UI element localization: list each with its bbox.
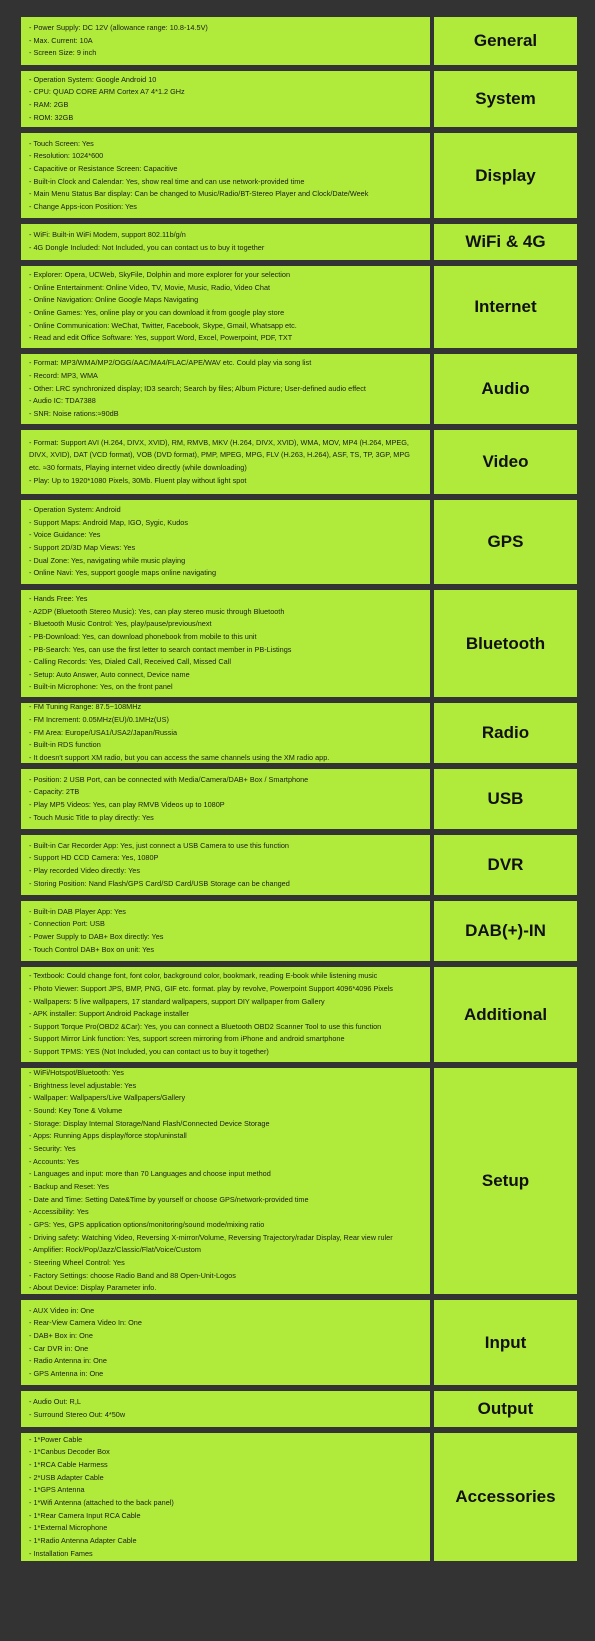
spec-row (21, 835, 577, 895)
spec-item: - Connection Port: USB (29, 919, 105, 929)
spec-item: - Capacity: 2TB (29, 787, 80, 797)
category-label: Additional (434, 967, 577, 1062)
spec-description (21, 354, 430, 424)
spec-row (21, 133, 577, 218)
spec-item: - Wallpapers: 5 live wallpapers, 17 standard wallpapers, support DIY wallpaper from Gallery (29, 996, 325, 1006)
spec-item: - Play recorded Video directly: Yes (29, 866, 141, 875)
spec-item: - Other: LRC synchronized display; ID3 search; Search by files; Album Picture; User-defined audio effect (29, 383, 366, 393)
category-label: DVR (434, 835, 577, 895)
spec-description (21, 17, 430, 65)
spec-item: - Power Supply to DAB+ Box directly: Yes (29, 932, 164, 941)
category-label: Accessories (434, 1433, 577, 1561)
spec-item: - Driving safety: Watching Video, Reversing X-mirror/Volume, Reversing Trajectory/radar Display, Rear view ruler (29, 1232, 393, 1242)
spec-item: - Capacitive or Resistance Screen: Capacitive (29, 163, 178, 173)
spec-item: - 1*Canbus Decoder Box (29, 1447, 110, 1457)
category-label: Bluetooth (434, 590, 577, 697)
spec-table (21, 17, 577, 1561)
spec-item: - Online Games: Yes, online play or you can download it from google play store (29, 308, 285, 317)
spec-description (21, 703, 430, 763)
spec-item: - Bluetooth Music Control: Yes, play/pause/previous/next (29, 619, 212, 629)
spec-item: - A2DP (Bluetooth Stereo Music): Yes, can play stereo music through Bluetooth (29, 606, 285, 616)
spec-item: - Touch Control DAB+ Box on unit: Yes (29, 944, 155, 954)
category-label: Output (434, 1391, 577, 1427)
spec-item: - Resolution: 1024*600 (29, 151, 104, 161)
spec-item: - Sound: Key Tone & Volume (29, 1106, 123, 1116)
spec-item: - Format: MP3/WMA/MP2/OGG/AAC/MA4/FLAC/APE/WAV etc. Could play via song list (29, 358, 312, 368)
spec-item: - Explorer: Opera, UCWeb, SkyFile, Dolphin and more explorer for your selection (29, 270, 291, 280)
spec-item: - Operation System: Google Android 10 (29, 74, 157, 84)
spec-description (21, 1391, 430, 1427)
spec-description (21, 769, 430, 829)
spec-item: - Date and Time: Setting Date&Time by yourself or choose GPS/network-provided time (29, 1194, 309, 1204)
spec-item: - Online Entertainment: Online Video, TV, Movie, Music, Radio, Video Chat (29, 282, 271, 292)
spec-item: - Built-in DAB Player App: Yes (29, 906, 126, 916)
spec-item: - SNR: Noise rations:≈90dB (29, 408, 119, 418)
category-label: Setup (434, 1068, 577, 1294)
spec-item: - Main Menu Status Bar display: Can be changed to Music/Radio/BT-Stereo Player and Clock/Date/Week (29, 189, 369, 199)
spec-item: - Brightness level adjustable: Yes (29, 1080, 137, 1090)
spec-description (21, 224, 430, 260)
spec-item: - Record: MP3, WMA (29, 371, 98, 381)
spec-row (21, 430, 577, 494)
spec-description (21, 500, 430, 584)
spec-item: - PB-Search: Yes, can use the first letter to search contact member in PB-Listings (29, 644, 292, 654)
category-label: System (434, 71, 577, 127)
spec-item: - AUX Video in: One (29, 1305, 95, 1315)
spec-item: - Apps: Running Apps display/force stop/uninstall (29, 1131, 187, 1141)
category-label: Video (434, 430, 577, 494)
spec-item: - Accessibility: Yes (29, 1207, 89, 1217)
spec-item: - Storage: Display Internal Storage/Nand Flash/Connected Device Storage (29, 1118, 270, 1128)
spec-item: - Backup and Reset: Yes (29, 1182, 109, 1191)
spec-row (21, 1433, 577, 1561)
spec-item: - Audio IC: TDA7388 (29, 396, 96, 406)
spec-item: - 2*USB Adapter Cable (29, 1472, 104, 1482)
spec-item: - Online Communication: WeChat, Twitter, Facebook, Skype, Gmail, Whatsapp etc. (29, 320, 297, 330)
spec-item: - Format: Support AVI (H.264, DIVX, XVID), RM, RMVB, MKV (H.264, DIVX, XVID), WMA, MOV, MP4 (H.264, MPEG, DIVX, XVID), DAT (VCD format), VOB (DVD format), PMP, MPEG, MPG, FLV (H.263, H.264), ASF, TS, TP, 3GP, MPG etc. ≈30 formats, Playing internet video directly (while downloading) (29, 437, 410, 472)
spec-item: - Security: Yes (29, 1144, 76, 1154)
spec-description (21, 266, 430, 348)
spec-item: - 1*RCA Cable Harmess (29, 1460, 108, 1470)
spec-description (21, 133, 430, 218)
spec-item: - FM Increment: 0.05MHz(EU)/0.1MHz(US) (29, 715, 169, 725)
spec-item: - Photo Viewer: Support JPS, BMP, PNG, GIF etc. format. play by revolve, Powerpoint Support 4096*4096 Pixels (29, 983, 393, 993)
spec-item: - 4G Dongle Included: Not Included, you can contact us to buy it together (29, 243, 265, 252)
spec-item: - Surround Stereo Out: 4*50w (29, 1410, 126, 1419)
spec-item: - APK installer: Support Android Package installer (29, 1009, 189, 1019)
spec-item: - Play MP5 Videos: Yes, can play RMVB Videos up to 1080P (29, 800, 225, 809)
spec-description (21, 901, 430, 961)
spec-item: - Radio Antenna in: One (29, 1356, 107, 1366)
spec-item: - Storing Position: Nand Flash/GPS Card/SD Card/USB Storage can be changed (29, 878, 290, 888)
spec-item: - Accounts: Yes (29, 1156, 79, 1166)
spec-item: - Built-in Microphone: Yes, on the front panel (29, 682, 173, 692)
spec-item: - 1*Rear Camera Input RCA Cable (29, 1510, 141, 1520)
spec-row (21, 500, 577, 584)
spec-item: - Audio Out: R,L (29, 1397, 81, 1407)
spec-item: - Dual Zone: Yes, navigating while music playing (29, 555, 186, 565)
spec-row (21, 1300, 577, 1385)
spec-item: - 1*Radio Antenna Adapter Cable (29, 1535, 137, 1545)
spec-description (21, 1068, 430, 1294)
spec-item: - Play: Up to 1920*1080 Pixels, 30Mb. Fluent play without light spot (29, 475, 247, 485)
spec-item: - Built-in RDS function (29, 740, 101, 750)
spec-row (21, 967, 577, 1062)
spec-item: - Steering Wheel Control: Yes (29, 1257, 125, 1267)
spec-row (21, 71, 577, 127)
spec-item: - PB-Download: Yes, can download phonebook from mobile to this unit (29, 631, 257, 641)
spec-row (21, 266, 577, 348)
spec-description (21, 835, 430, 895)
spec-item: - RAM: 2GB (29, 100, 69, 109)
spec-item: - It doesn't support XM radio, but you can access the same channels using the XM radio app. (29, 752, 330, 762)
spec-row (21, 1068, 577, 1294)
category-label: Radio (434, 703, 577, 763)
spec-item: - Setup: Auto Answer, Auto connect, Device name (29, 669, 190, 679)
spec-item: - 1*External Microphone (29, 1523, 108, 1533)
spec-description (21, 430, 430, 494)
spec-row (21, 1391, 577, 1427)
category-label: General (434, 17, 577, 65)
spec-item: - DAB+ Box in: One (29, 1330, 93, 1340)
category-label: WiFi & 4G (434, 224, 577, 260)
spec-item: - WiFi: Built-in WiFi Modem, support 802.11b/g/n (29, 230, 186, 240)
spec-row (21, 354, 577, 424)
spec-item: - Read and edit Office Software: Yes, support Word, Excel, Powerpoint, PDF, TXT (29, 333, 293, 343)
category-label: Internet (434, 266, 577, 348)
spec-row (21, 901, 577, 961)
category-label: Input (434, 1300, 577, 1385)
spec-item: - Support TPMS: YES (Not Included, you can contact us to buy it together) (29, 1047, 269, 1057)
spec-item: - Operation System: Android (29, 505, 121, 515)
spec-item: - Position: 2 USB Port, can be connected with Media/Camera/DAB+ Box / Smartphone (29, 774, 309, 784)
spec-description (21, 71, 430, 127)
category-label: GPS (434, 500, 577, 584)
spec-item: - Rear-View Camera Video In: One (29, 1318, 142, 1328)
spec-item: - Support 2D/3D Map Views: Yes (29, 543, 136, 552)
spec-item: - Max. Current: 10A (29, 35, 93, 45)
spec-item: - Calling Records: Yes, Dialed Call, Received Call, Missed Call (29, 657, 231, 667)
spec-item: - GPS Antenna in: One (29, 1368, 104, 1378)
spec-item: - Installation Fames (29, 1548, 93, 1558)
spec-item: - Touch Screen: Yes (29, 138, 94, 148)
spec-item: - Online Navigation: Online Google Maps Navigating (29, 295, 199, 305)
spec-description (21, 1300, 430, 1385)
spec-item: - Online Navi: Yes, support google maps online navigating (29, 568, 217, 578)
spec-item: - Wallpaper: Wallpapers/Live Wallpapers/Gallery (29, 1093, 186, 1103)
spec-item: - Screen Size: 9 inch (29, 48, 97, 58)
spec-item: - Support Maps: Android Map, IGO, Sygic, Kudos (29, 517, 188, 527)
spec-item: - 1*GPS Antenna (29, 1485, 85, 1495)
spec-item: - Support Torque Pro(OBD2 &Car): Yes, you can connect a Bluetooth OBD2 Scanner Tool to use this function (29, 1021, 382, 1031)
spec-item: - ROM: 32GB (29, 112, 74, 122)
spec-item: - About Device: Display Parameter info. (29, 1283, 157, 1293)
spec-item: - Textbook: Could change font, font color, background color, bookmark, reading E-book while listening music (29, 971, 378, 981)
spec-description (21, 967, 430, 1062)
spec-item: - Change Apps-icon Position: Yes (29, 201, 137, 211)
spec-item: - Languages and input: more than 70 Languages and choose input method (29, 1169, 271, 1179)
spec-item: - Car DVR in: One (29, 1343, 89, 1353)
spec-item: - CPU: QUAD CORE ARM Cortex A7 4*1.2 GHz (29, 87, 185, 97)
spec-item: - Support Mirror Link function: Yes, support screen mirroring from iPhone and android smartphone (29, 1034, 345, 1044)
spec-item: - 1*Power Cable (29, 1434, 83, 1444)
spec-item: - Voice Guidance: Yes (29, 530, 101, 540)
spec-item: - WiFi/Hotspot/Bluetooth: Yes (29, 1068, 124, 1078)
spec-item: - 1*Wifi Antenna (attached to the back panel) (29, 1498, 174, 1507)
spec-item: - Factory Settings: choose Radio Band and 88 Open-Unit-Logos (29, 1270, 236, 1280)
spec-row (21, 769, 577, 829)
spec-row (21, 17, 577, 65)
spec-item: - FM Area: Europe/USA1/USA2/Japan/Russia (29, 727, 178, 737)
spec-item: - Power Supply: DC 12V (allowance range: 10.8-14.5V) (29, 23, 208, 33)
spec-item: - Touch Music Title to play directly: Yes (29, 812, 154, 822)
category-label: USB (434, 769, 577, 829)
spec-item: - Built-in Clock and Calendar: Yes, show real time and can use network-provided time (29, 176, 305, 186)
category-label: Audio (434, 354, 577, 424)
spec-description (21, 590, 430, 697)
spec-item: - GPS: Yes, GPS application options/monitoring/sound mode/mixing ratio (29, 1219, 265, 1229)
spec-row (21, 590, 577, 697)
spec-item: - FM Tuning Range: 87.5~108MHz (29, 702, 142, 712)
category-label: DAB(+)-IN (434, 901, 577, 961)
spec-item: - Built-in Car Recorder App: Yes, just connect a USB Camera to use this function (29, 840, 289, 850)
spec-item: - Support HD CCD Camera: Yes, 1080P (29, 853, 159, 863)
category-label: Display (434, 133, 577, 218)
spec-row (21, 703, 577, 763)
spec-row (21, 224, 577, 260)
spec-description (21, 1433, 430, 1561)
spec-item: - Hands Free: Yes (29, 593, 88, 603)
spec-item: - Amplifier: Rock/Pop/Jazz/Classic/Flat/Voice/Custom (29, 1245, 201, 1255)
